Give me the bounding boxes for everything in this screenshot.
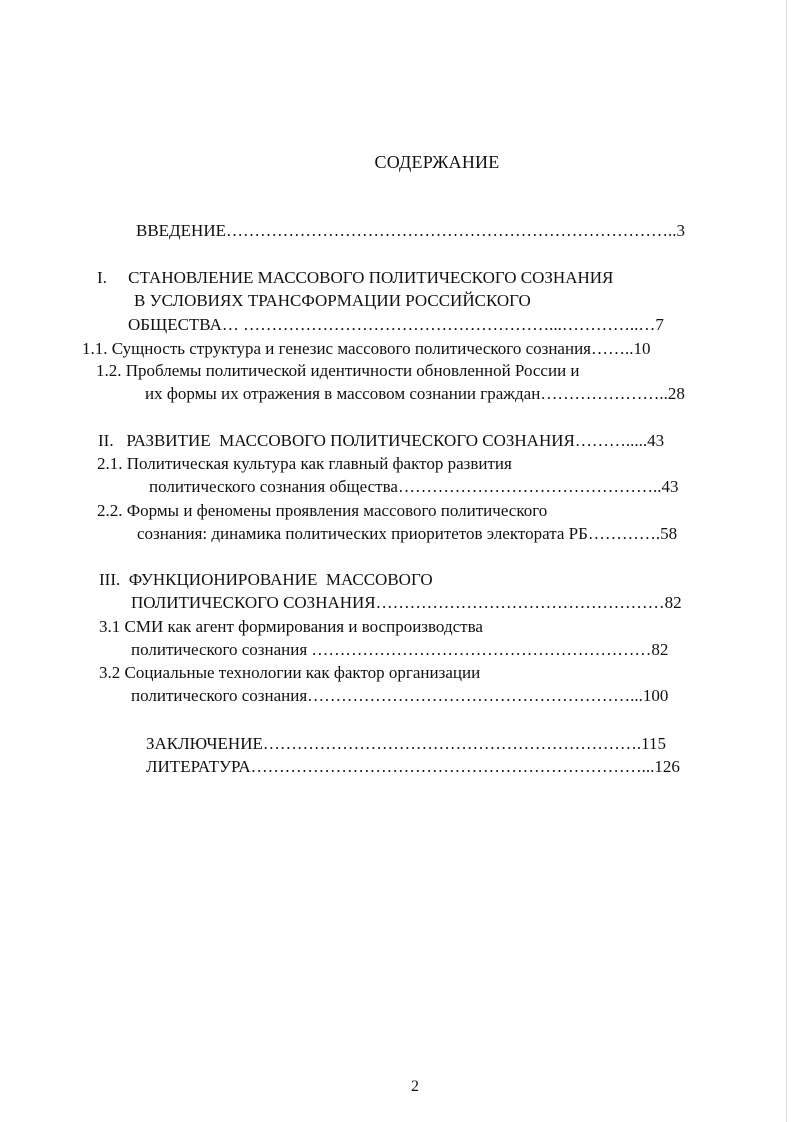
toc-entry-literature: ЛИТЕРАТУРА……………………………………………………………...126	[146, 757, 680, 776]
page-number: 2	[411, 1078, 419, 1095]
toc-entry-2-2-line2: сознания: динамика политических приоритетов электората РБ………….58	[137, 524, 678, 543]
toc-entry-2-1-line1: 2.1. Политическая культура как главный фактор развития	[97, 454, 512, 473]
toc-section-1-title-line1: I. СТАНОВЛЕНИЕ МАССОВОГО ПОЛИТИЧЕСКОГО СОЗНАНИЯ	[97, 268, 614, 287]
toc-entry-3-2-line1: 3.2 Социальные технологии как фактор организации	[99, 663, 481, 682]
toc-section-1-title-line2: В УСЛОВИЯХ ТРАНСФОРМАЦИИ РОССИЙСКОГО	[134, 291, 531, 310]
toc-section-3-title-line2: ПОЛИТИЧЕСКОГО СОЗНАНИЯ……………………………………………82	[131, 593, 682, 612]
toc-entry-conclusion: ЗАКЛЮЧЕНИЕ………………………………………………………….115	[146, 734, 666, 753]
toc-entry-1-2-line2: их формы их отражения в массовом сознании граждан…………………..28	[145, 384, 685, 403]
toc-entry-introduction: ВВЕДЕНИЕ……………………………………………………………………..3	[136, 221, 685, 240]
toc-entry-3-1-line2: политического сознания ……………………………………………………82	[131, 640, 669, 659]
toc-entry-1-1: 1.1. Сущность структура и генезис массового политического сознания……..10	[82, 339, 651, 358]
toc-entry-3-1-line1: 3.1 СМИ как агент формирования и воспроизводства	[99, 617, 483, 636]
toc-entry-2-2-line1: 2.2. Формы и феномены проявления массового политического	[97, 501, 548, 520]
toc-entry-1-2-line1: 1.2. Проблемы политической идентичности обновленной России и	[96, 361, 580, 380]
toc-title: СОДЕРЖАНИЕ	[374, 152, 500, 172]
toc-section-2-title: II. РАЗВИТИЕ МАССОВОГО ПОЛИТИЧЕСКОГО СОЗНАНИЯ……….....43	[98, 431, 665, 450]
toc-section-1-title-line3: ОБЩЕСТВА… ………………………………………………...…………..…7	[128, 315, 664, 334]
toc-entry-3-2-line2: политического сознания…………………………………………………...100	[131, 686, 669, 705]
toc-entry-2-1-line2: политического сознания общества………………………………………..43	[149, 477, 679, 496]
toc-section-3-title-line1: III. ФУНКЦИОНИРОВАНИЕ МАССОВОГО	[99, 570, 433, 589]
